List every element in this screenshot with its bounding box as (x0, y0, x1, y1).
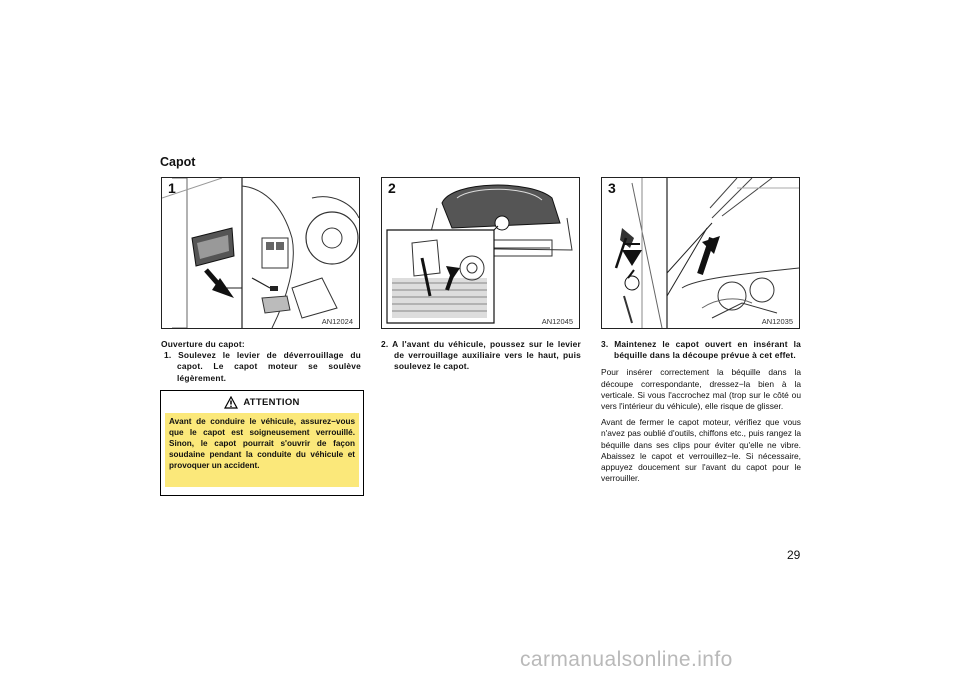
section-title: Capot (160, 155, 196, 169)
page-number: 29 (787, 548, 801, 562)
watermark: carmanualsonline.info (520, 648, 733, 671)
step-2-text: 2. A l'avant du véhicule, poussez sur le levier de verrouillage auxiliaire vers le haut, puis soulevez le capot. (381, 339, 581, 372)
step-1-text: 1. Soulevez le levier de déverrouillage du capot. Le capot moteur se soulève légèrement. (164, 350, 361, 383)
warning-title: ATTENTION (243, 396, 300, 408)
warning-text: Avant de conduire le véhicule, assurez−vous que le capot est soigneusement verrouillé. Sinon, le capot pourrait s'ouvrir de façon soudaine pendant la conduite du véhicule et provoquer un accident. (165, 413, 359, 487)
figure-3-illustration (602, 178, 799, 328)
figure-1-illustration (162, 178, 359, 328)
paragraph-closing-hood: Avant de fermer le capot moteur, vérifiez que vous n'avez pas oublié d'outils, chiffons etc., puis rangez la béquille dans ses clips pour éviter qu'elle ne vibre. Abaissez le capot et verrouillez−le. Si nécessaire, appuyez doucement sur l'avant du capot pour le verrouiller. (601, 417, 801, 484)
warning-triangle-icon (224, 396, 238, 409)
figure-2-number: 2 (388, 180, 396, 196)
column-2-text (381, 339, 581, 373)
warning-box (160, 390, 364, 496)
figure-2-auxiliary-lever (381, 177, 580, 329)
figure-3-number: 3 (608, 180, 616, 196)
figure-3-hood-support-rod (601, 177, 800, 329)
figure-3-code: AN12035 (761, 317, 793, 326)
figure-1-number: 1 (168, 180, 176, 196)
figure-1-hood-release-lever (161, 177, 360, 329)
column-3-text (601, 339, 801, 489)
figure-2-code: AN12045 (541, 317, 573, 326)
figure-2-illustration (382, 178, 579, 328)
step-3-text: 3. Maintenez le capot ouvert en insérant la béquille dans la découpe prévue à cet effet. (601, 339, 801, 361)
figure-1-code: AN12024 (321, 317, 353, 326)
paragraph-support-rod: Pour insérer correctement la béquille dans la découpe correspondante, dressez−la bien à la verticale. Si vous l'accrochez mal (trop sur le côté ou vers l'intérieur du véhicule), elle risque de glisser. (601, 367, 801, 412)
warning-header (161, 391, 363, 413)
opening-heading: Ouverture du capot: (161, 339, 245, 349)
column-1-text (161, 339, 361, 384)
